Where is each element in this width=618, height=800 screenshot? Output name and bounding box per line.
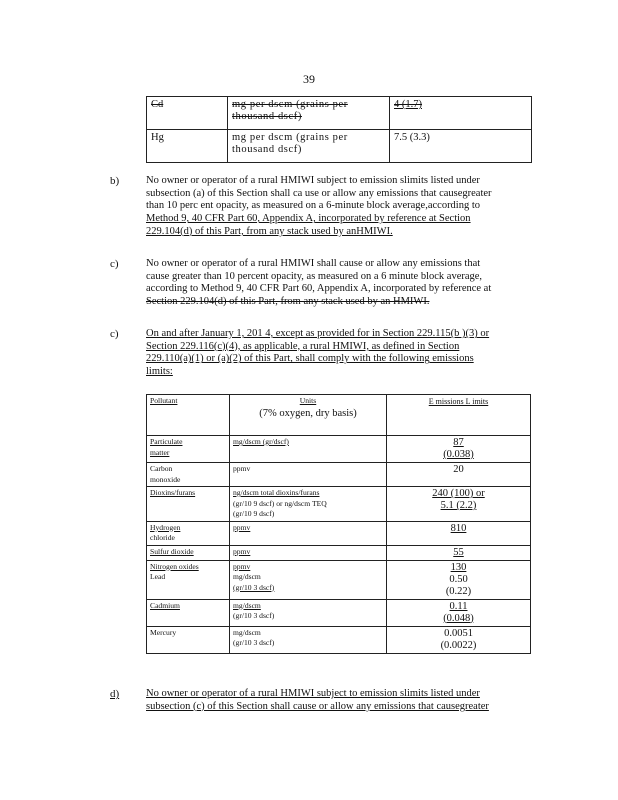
- page-number: 39: [303, 72, 315, 86]
- emissions-limits-table: [146, 394, 531, 654]
- header-limits: E missions L imits: [387, 395, 531, 436]
- table-row: [147, 560, 531, 599]
- pollutant-cell: Dioxins/furans: [147, 487, 230, 522]
- table-row: [147, 130, 532, 163]
- text-line: Section 229.104(d) of this Part, from any stack used by an HMIWI.: [146, 296, 430, 308]
- units-cell: mg per dscm (grains per thousand dscf): [228, 130, 390, 163]
- table-row: [147, 436, 531, 463]
- pollutant-cell: Sulfur dioxide: [147, 545, 230, 560]
- limit-cell: 55: [387, 545, 531, 560]
- limit-cell: 130 0.50 (0.22): [387, 560, 531, 599]
- text-line: Section 229.116(c)(4), as applicable, a rural HMIWI, as defined in Section: [146, 340, 460, 352]
- table-row: [147, 463, 531, 487]
- pollutant-cell: Particulate matter: [147, 436, 230, 463]
- paragraph-b: [146, 175, 530, 239]
- units-cell: mg/dscm (gr/10 3 dscf): [230, 626, 387, 653]
- pollutant-cell: Nitrogen oxides Lead: [147, 560, 230, 599]
- text-line: limits:: [146, 366, 173, 378]
- header-units: Units (7% oxygen, dry basis): [230, 395, 387, 436]
- units-cell: mg per dscm (grains per thousand dscf): [228, 97, 390, 130]
- top-emissions-table: [146, 96, 532, 163]
- text-line: 229.110(a)(1) or (a)(2) of this Part, shall comply with the following emissions: [146, 353, 474, 365]
- text-line: On and after January 1, 201 4, except as provided for in Section 229.115(b )(3) or: [146, 328, 490, 339]
- table-header-row: [147, 395, 531, 436]
- text-line: subsection (a) of this Section shall ca use or allow any emissions that causegreater: [146, 187, 492, 199]
- table-row: [147, 521, 531, 545]
- paragraph-label-d: d): [110, 688, 120, 700]
- limit-cell: 0.0051 (0.0022): [387, 626, 531, 653]
- units-cell: mg/dscm (gr/dscf): [230, 436, 387, 463]
- paragraph-label-c-old: c): [110, 258, 119, 270]
- table-row: [147, 487, 531, 522]
- units-cell: mg/dscm (gr/10 3 dscf): [230, 599, 387, 626]
- pollutant-cell: Cadmium: [147, 599, 230, 626]
- text-line: according to Method 9, 40 CFR Part 60, Appendix A, incorporated by reference at: [146, 283, 492, 295]
- text-line: subsection (c) of this Section shall cause or allow any emissions that causegreater: [146, 700, 489, 712]
- units-cell: ppmv: [230, 521, 387, 545]
- table-row: [147, 545, 531, 560]
- units-cell: ppmv: [230, 463, 387, 487]
- units-cell: ppmv mg/dscm (gr/10 3 dscf): [230, 560, 387, 599]
- paragraph-d: [146, 688, 530, 713]
- text-line: Method 9, 40 CFR Part 60, Appendix A, incorporated by reference at Section: [146, 213, 471, 225]
- limit-cell: 20: [387, 463, 531, 487]
- pollutant-cell: Cd: [147, 97, 228, 130]
- table-row: [147, 626, 531, 653]
- text-line: cause greater than 10 percent opacity, as measured on a 6 minute block average,: [146, 270, 483, 282]
- limit-cell: 810: [387, 521, 531, 545]
- text-line: 229.104(d) of this Part, from any stack used by anHMIWI.: [146, 225, 393, 237]
- limit-cell: 240 (100) or 5.1 (2.2): [387, 487, 531, 522]
- pollutant-cell: Hydrogen chloride: [147, 521, 230, 545]
- table-row: [147, 97, 532, 130]
- text-line: than 10 perc ent opacity, as measured on a 6-minute block average,according to: [146, 200, 481, 212]
- paragraph-label-b: b): [110, 175, 120, 187]
- pollutant-cell: Carbon monoxide: [147, 463, 230, 487]
- paragraph-c-old: [146, 258, 542, 309]
- text-line: No owner or operator of a rural HMIWI subject to emission slimits listed under: [146, 175, 480, 186]
- limit-cell: 87 (0.038): [387, 436, 531, 463]
- paragraph-c-new: [146, 328, 530, 379]
- pollutant-cell: Hg: [147, 130, 228, 163]
- table-row: [147, 599, 531, 626]
- paragraph-label-c-new: c): [110, 328, 119, 340]
- limit-cell: 7.5 (3.3): [390, 130, 532, 163]
- units-cell: ppmv: [230, 545, 387, 560]
- header-pollutant: Pollutant: [147, 395, 230, 436]
- limit-cell: 4 (1.7): [390, 97, 532, 130]
- text-line: No owner or operator of a rural HMIWI subject to emission slimits listed under: [146, 688, 480, 699]
- pollutant-cell: Mercury: [147, 626, 230, 653]
- units-cell: ng/dscm total dioxins/furans (gr/10 9 dscf) or ng/dscm TEQ (gr/10 9 dscf): [230, 487, 387, 522]
- limit-cell: 0.11 (0.048): [387, 599, 531, 626]
- text-line: No owner or operator of a rural HMIWI shall cause or allow any emissions that: [146, 258, 481, 269]
